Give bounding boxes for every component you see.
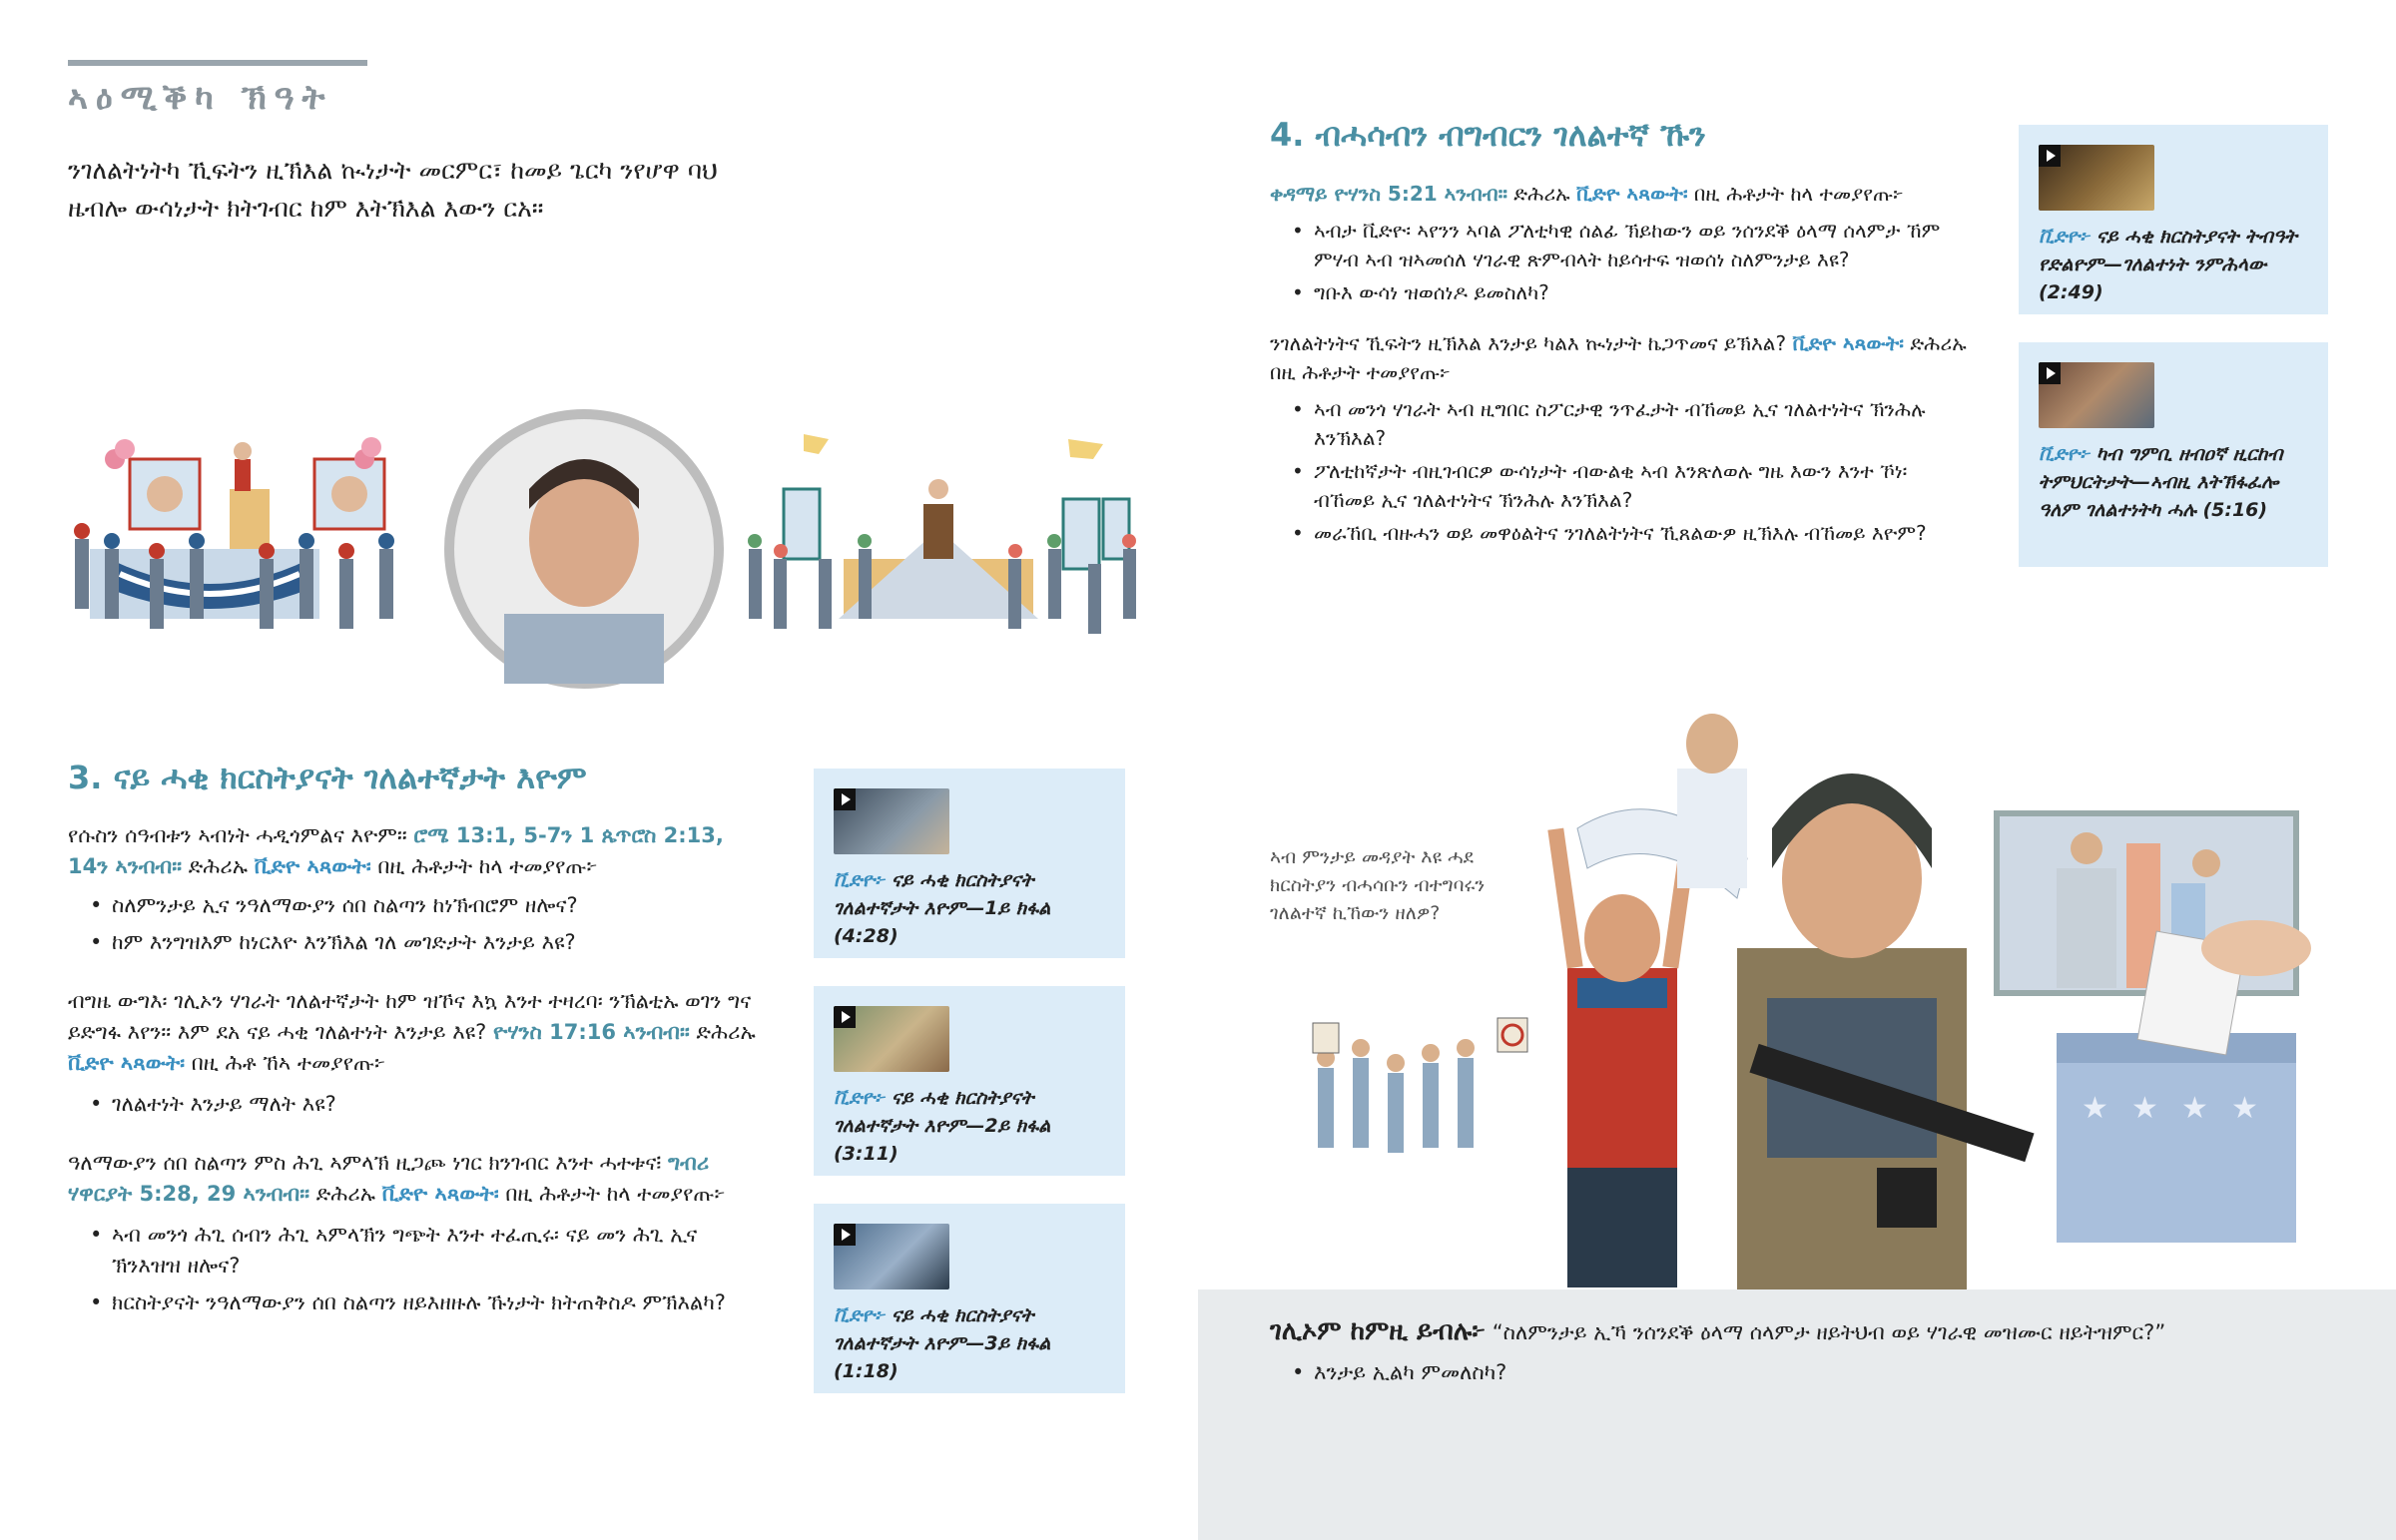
list-item: • ኣብታ ቪድዮ፡ ኣየንን ኣባል ፖለቲካዊ ሰልፊ ኽይከውን ወይ ንሰንደቕ ዕላማ ሰላምታ ኸም ምሃብ ኣብ ዝኣመሰለ ሃገራዊ ጽምብላት ከይሳተፍ ዝወሰነ ስለምንታይ እዩ? xyxy=(1292,217,1951,274)
scripture-link[interactable]: ዮሃንስ 17:16 ኣንብብ። xyxy=(493,1020,690,1044)
intro-text: ንገለልትነትካ ኺፍትን ዚኽእል ኲነታት መርምር፣ ከመይ ጌርካ ንየሆዋ ባህ ዜብሎ ውሳነታት ክትገብር ከም እትኽእል እውን ርአ። xyxy=(68,156,718,223)
rally-illustration xyxy=(60,399,1158,699)
video-card[interactable]: ቪድዮ፦ ናይ ሓቂ ክርስትያናት ገለልተኛታት እዮም—1ይ ክፋል (4:28) xyxy=(814,769,1125,958)
section4-paragraph1: ቀዳማይ ዮሃንስ 5:21 ኣንብብ። ድሕሪኡ ቪድዮ ኣጻውት፡ በዚ ሕቶታት ከላ ተመያየጡ፦ xyxy=(1270,182,1904,206)
section3-body xyxy=(68,820,757,1318)
video-card[interactable]: ቪድዮ፦ ናይ ሓቂ ክርስትያናት ገለልተኛታት እዮም—3ይ ክፋል (1:18) xyxy=(814,1204,1125,1393)
video-card[interactable]: ቪድዮ፦ ካብ ግምቢ ዘብዐኛ ዚርከብ ትምህርትታት—ኣብዚ እትኽፋፈሎ ዓለም ገለልተነትካ ሓሉ (5:16) xyxy=(2019,342,2328,567)
video-link[interactable]: ቪድዮ ኣጻውት፡ xyxy=(381,1182,499,1206)
list-item: • ስለምንታይ ኢና ንዓለማውያን ሰበ ስልጣን ከነኽብሮም ዘሎና? xyxy=(90,890,757,921)
video-link[interactable]: ቪድዮ ኣጻውት፡ xyxy=(1792,331,1904,355)
list-item: • ግቡእ ውሳነ ዝወሰነዶ ይመስለካ? xyxy=(1292,278,1951,307)
list-item: • ፖለቲከኛታት ብዚገብርዎ ውሳነታት ብውልቂ ኣብ እንጽለወሉ ግዜ እውን እንተ ኾነ፡ ብኸመይ ኢና ገለልተነትና ኽንሕሉ እንኽእል? xyxy=(1292,457,1951,515)
page-heading: ኣዕሚቕካ ኽዓት xyxy=(68,78,333,118)
video-link[interactable]: ቪድዮ ኣጻውት፡ xyxy=(68,1051,186,1075)
illustration-caption: ኣብ ምንታይ መዳያት እዩ ሓደ ክርስትያን ብሓሳቡን ብተግባሩን ገለልተኛ ኪኸውን ዘለዎ? xyxy=(1270,846,1486,924)
section3-title: 3. ናይ ሓቂ ክርስትያናት ገለልተኛታት እዮም xyxy=(68,759,587,796)
footer-label: ገሊኦም ከምዚ ይብሉ፦ xyxy=(1270,1316,1487,1346)
section4-body xyxy=(1270,180,1969,548)
section3-paragraph1: የሱስን ሰዓብቱን ኣብነት ሓዲጎምልና እዮም። ሮሜ 13:1, 5-7ን 1 ጴጥሮስ 2:13, 14ን ኣንብብ። ድሕሪኡ ቪድዮ ኣጻውት፡ በዚ ሕቶታት ከላ ተመያየጡ፦ xyxy=(68,823,724,878)
list-item: • ገለልተነት እንታይ ማለት እዩ? xyxy=(90,1089,757,1120)
video-card[interactable]: ቪድዮ፦ ናይ ሓቂ ክርስትያናት ትብዓት የድልዮም—ገለልተነት ንምሕላው (2:49) xyxy=(2019,125,2328,314)
section3-paragraph3: ዓለማውያን ሰበ ስልጣን ምስ ሕጊ ኣምላኽ ዚጋጮ ነገር ክንገብር እንተ ሓተቱና፧ ግብሪ ሃዋርያት 5:28, 29 ኣንብብ። ድሕሪኡ ቪድዮ ኣጻውት፡ በዚ ሕቶታት ከላ ተመያየጡ፦ xyxy=(68,1151,726,1206)
list-item: • ክርስትያናት ንዓለማውያን ሰበ ስልጣን ዘይእዘዙሉ ኹነታት ክትጠቅስዶ ምኽእልካ? xyxy=(90,1287,729,1318)
play-icon[interactable] xyxy=(834,1006,856,1028)
svg-text:★: ★ xyxy=(2231,1091,2258,1126)
section3-paragraph2: ብግዜ ውግእ፡ ገሊኦን ሃገራት ገለልተኛታት ከም ዝኾና እኳ እንተ ተዛረባ፡ ንኽልቲኡ ወገን ግና ይድግፋ እየን። እም ደአ ናይ ሓቂ ገለልተነት እንታይ እዩ? ዮሃንስ 17:16 ኣንብብ። ድሕሪኡ ቪድዮ ኣጻውት፡ በዚ ሕቶ ኸኣ ተመያየጡ፦ xyxy=(68,989,756,1075)
section4-title: 4. ብሓሳብን ብግብርን ገለልተኛ ኹን xyxy=(1270,116,1706,154)
play-icon[interactable] xyxy=(834,788,856,810)
svg-text:★: ★ xyxy=(2131,1091,2158,1126)
section4-paragraph2: ንገለልትነትና ኺፍትን ዚኽእል እንታይ ካልእ ኲነታት ኬጋጥመና ይኽእል? ቪድዮ ኣጻውት፡ ድሕሪኡ በዚ ሕቶታት ተመያየጡ፦ xyxy=(1270,331,1967,384)
video-link[interactable]: ቪድዮ ኣጻውት፡ xyxy=(1576,182,1688,206)
list-item: • ኣብ መንጎ ሕጊ ሰብን ሕጊ ኣምላኽን ግጭት እንተ ተፈጢሩ፡ ናይ መን ሕጊ ኢና ኽንእዝዝ ዘሎና? xyxy=(90,1220,729,1282)
play-icon[interactable] xyxy=(834,1224,856,1246)
video-card[interactable]: ቪድዮ፦ ናይ ሓቂ ክርስትያናት ገለልተኛታት እዮም—2ይ ክፋል (3:11) xyxy=(814,986,1125,1176)
list-item: • ኣብ መንጎ ሃገራት ኣብ ዚግበር ስፖርታዊ ንጥፈታት ብኸመይ ኢና ገለልተነትና ኽንሕሉ እንኽእል? xyxy=(1292,395,1951,453)
scripture-link[interactable]: ግብሪ ሃዋርያት 5:28, 29 ኣንብብ። xyxy=(68,1151,710,1206)
neutrality-illustration xyxy=(1278,699,2396,1297)
play-icon[interactable] xyxy=(2039,145,2061,167)
video-link[interactable]: ቪድዮ ኣጻውት፡ xyxy=(254,854,371,878)
video-thumbnail[interactable] xyxy=(834,1006,949,1072)
scripture-link[interactable]: ቀዳማይ ዮሃንስ 5:21 ኣንብብ። xyxy=(1270,182,1507,206)
list-item: • መራኸቢ ብዙሓን ወይ መዋዕልትና ንገለልትነትና ኺጸልውዎ ዚኽእሉ ብኸመይ እዮም? xyxy=(1292,519,1951,548)
video-thumbnail[interactable] xyxy=(2039,362,2154,428)
footer-quote: “ስለምንታይ ኢኻ ንሰንደቕ ዕላማ ሰላምታ ዘይትህብ ወይ ሃገራዊ መዝሙር ዘይትዝምር?” xyxy=(1492,1320,2166,1344)
video-thumbnail[interactable] xyxy=(2039,145,2154,211)
video-thumbnail[interactable] xyxy=(834,788,949,854)
svg-text:★: ★ xyxy=(2082,1091,2108,1126)
scripture-link[interactable]: ሮሜ 13:1, 5-7ን 1 ጴጥሮስ 2:13, 14ን ኣንብብ። xyxy=(68,823,724,878)
footer-content xyxy=(1270,1315,2348,1388)
list-item: • እንታይ ኢልካ ምመለስካ? xyxy=(1292,1356,2348,1388)
svg-text:★: ★ xyxy=(2181,1091,2208,1126)
list-item: • ከም እንግዝእም ከነርእዮ እንኽእል ገለ መገድታት እንታይ እዩ? xyxy=(90,927,757,958)
heading-rule xyxy=(68,60,367,66)
video-thumbnail[interactable] xyxy=(834,1224,949,1289)
play-icon[interactable] xyxy=(2039,362,2061,384)
